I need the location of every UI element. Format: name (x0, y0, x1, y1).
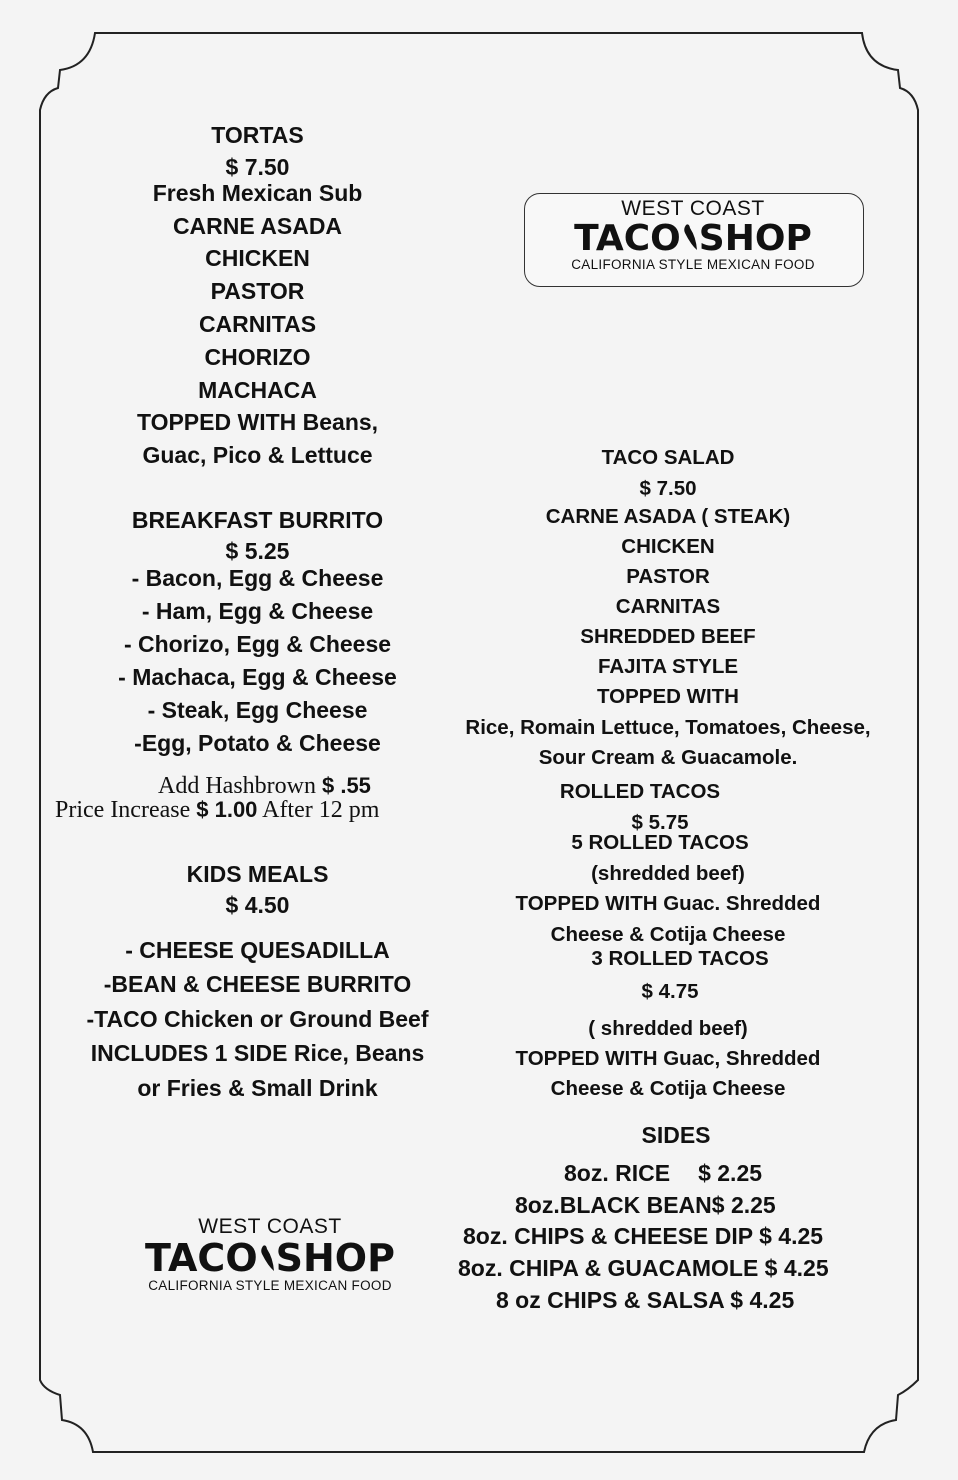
side-name: 8oz. CHIPA & GUACAMOLE (458, 1255, 759, 1281)
kids-item: INCLUDES 1 SIDE Rice, Beans (90, 1040, 425, 1066)
rolled-three-topped-line1: TOPPED WITH Guac, Shredded (515, 1047, 821, 1070)
logo-line3: CALIFORNIA STYLE MEXICAN FOOD (571, 257, 815, 272)
breakfast-item: -Egg, Potato & Cheese (134, 730, 381, 756)
taco-salad-item: CARNE ASADA ( STEAK) (545, 505, 791, 528)
rolled-five-topped-line1: TOPPED WITH Guac. Shredded (515, 892, 821, 915)
rolled-five-price: $ 5.75 (631, 811, 689, 834)
chili-pepper-icon (258, 1244, 276, 1274)
side-name: 8oz.BLACK BEAN (515, 1192, 712, 1218)
taco-salad-topped: TOPPED WITH (597, 685, 739, 708)
rolled-tacos-title: ROLLED TACOS (559, 780, 721, 803)
taco-salad-item: CHICKEN (621, 535, 715, 558)
side-row (496, 1287, 794, 1314)
hashbrown-price: $ .55 (321, 773, 371, 798)
logo-line1: WEST COAST (198, 1215, 342, 1238)
breakfast-item: - Chorizo, Egg & Cheese (123, 631, 392, 657)
taco-salad-price: $ 7.50 (639, 477, 697, 500)
tortas-title: TORTAS (211, 122, 304, 148)
price-increase-line (55, 797, 379, 824)
side-price: $ 2.25 (711, 1192, 776, 1218)
side-price: $ 2.25 (698, 1160, 763, 1186)
tortas-subtitle: Fresh Mexican Sub (152, 180, 363, 206)
taco-salad-item: CARNITAS (615, 595, 721, 618)
taco-salad-item: PASTOR (626, 565, 710, 588)
logo-word-shop: SHOP (275, 1236, 395, 1280)
price-increase-amount: $ 1.00 (196, 797, 258, 822)
tortas-item: CARNE ASADA (172, 213, 343, 239)
chili-pepper-icon (681, 223, 699, 253)
taco-salad-title: TACO SALAD (601, 446, 735, 469)
side-name: 8oz. CHIPS & CHEESE DIP (463, 1223, 753, 1249)
rolled-five-note: (shredded beef) (591, 862, 745, 885)
tortas-item: MACHACA (198, 377, 317, 403)
tortas-item: CHORIZO (204, 344, 311, 370)
side-price: $ 4.25 (759, 1223, 824, 1249)
sides-title: SIDES (641, 1122, 711, 1148)
logo-wordmark (524, 220, 862, 257)
tortas-item: PASTOR (210, 278, 305, 304)
side-price: $ 4.25 (764, 1255, 829, 1281)
breakfast-item: - Steak, Egg Cheese (147, 697, 368, 723)
kids-item: or Fries & Small Drink (137, 1075, 378, 1101)
logo-wordmark (110, 1238, 430, 1278)
taco-salad-topped-line1: Rice, Romain Lettuce, Tomatoes, Cheese, (465, 716, 871, 739)
tortas-price: $ 7.50 (225, 154, 290, 180)
tortas-item: CHICKEN (205, 245, 310, 271)
breakfast-item: - Machaca, Egg & Cheese (118, 664, 397, 690)
breakfast-item: - Bacon, Egg & Cheese (131, 565, 384, 591)
price-increase-after: After 12 pm (262, 797, 380, 823)
taco-salad-item: SHREDDED BEEF (580, 625, 756, 648)
taco-salad-topped-line2: Sour Cream & Guacamole. (538, 746, 798, 769)
tortas-topped-line2: Guac, Pico & Lettuce (142, 442, 373, 468)
side-name: 8 oz CHIPS & SALSA (496, 1287, 724, 1313)
logo-bottom (110, 1216, 430, 1294)
breakfast-item: - Ham, Egg & Cheese (141, 598, 374, 624)
side-price: $ 4.25 (730, 1287, 795, 1313)
logo-word-shop: SHOP (698, 218, 812, 259)
logo-top (524, 198, 862, 273)
side-row (564, 1160, 762, 1187)
side-row (458, 1255, 829, 1282)
price-increase-label: Price Increase (55, 797, 191, 823)
side-row (515, 1192, 776, 1219)
kids-item: -BEAN & CHEESE BURRITO (103, 971, 412, 997)
tortas-item: CARNITAS (198, 311, 317, 337)
rolled-three-topped-line2: Cheese & Cotija Cheese (550, 1077, 786, 1100)
side-name: 8oz. RICE (564, 1160, 671, 1186)
kids-item: - CHEESE QUESADILLA (125, 937, 390, 963)
taco-salad-item: FAJITA STYLE (597, 655, 739, 678)
rolled-three-title: 3 ROLLED TACOS (591, 947, 769, 970)
kids-title: KIDS MEALS (186, 861, 329, 887)
hashbrown-line (158, 773, 371, 800)
tortas-topped-line1: TOPPED WITH Beans, (136, 409, 379, 435)
logo-word-taco: TACO (145, 1236, 258, 1280)
side-row (463, 1223, 823, 1250)
logo-line1: WEST COAST (621, 197, 765, 220)
hashbrown-label: Add Hashbrown (158, 773, 316, 799)
logo-line3: CALIFORNIA STYLE MEXICAN FOOD (148, 1278, 392, 1293)
kids-item: -TACO Chicken or Ground Beef (86, 1006, 429, 1032)
rolled-three-note: ( shredded beef) (588, 1017, 748, 1040)
rolled-five-topped-line2: Cheese & Cotija Cheese (550, 923, 786, 946)
rolled-five-title: 5 ROLLED TACOS (571, 831, 749, 854)
kids-price: $ 4.50 (225, 892, 290, 918)
breakfast-price: $ 5.25 (225, 538, 290, 564)
rolled-three-price: $ 4.75 (641, 980, 699, 1003)
logo-word-taco: TACO (574, 218, 681, 259)
breakfast-title: BREAKFAST BURRITO (131, 507, 384, 533)
